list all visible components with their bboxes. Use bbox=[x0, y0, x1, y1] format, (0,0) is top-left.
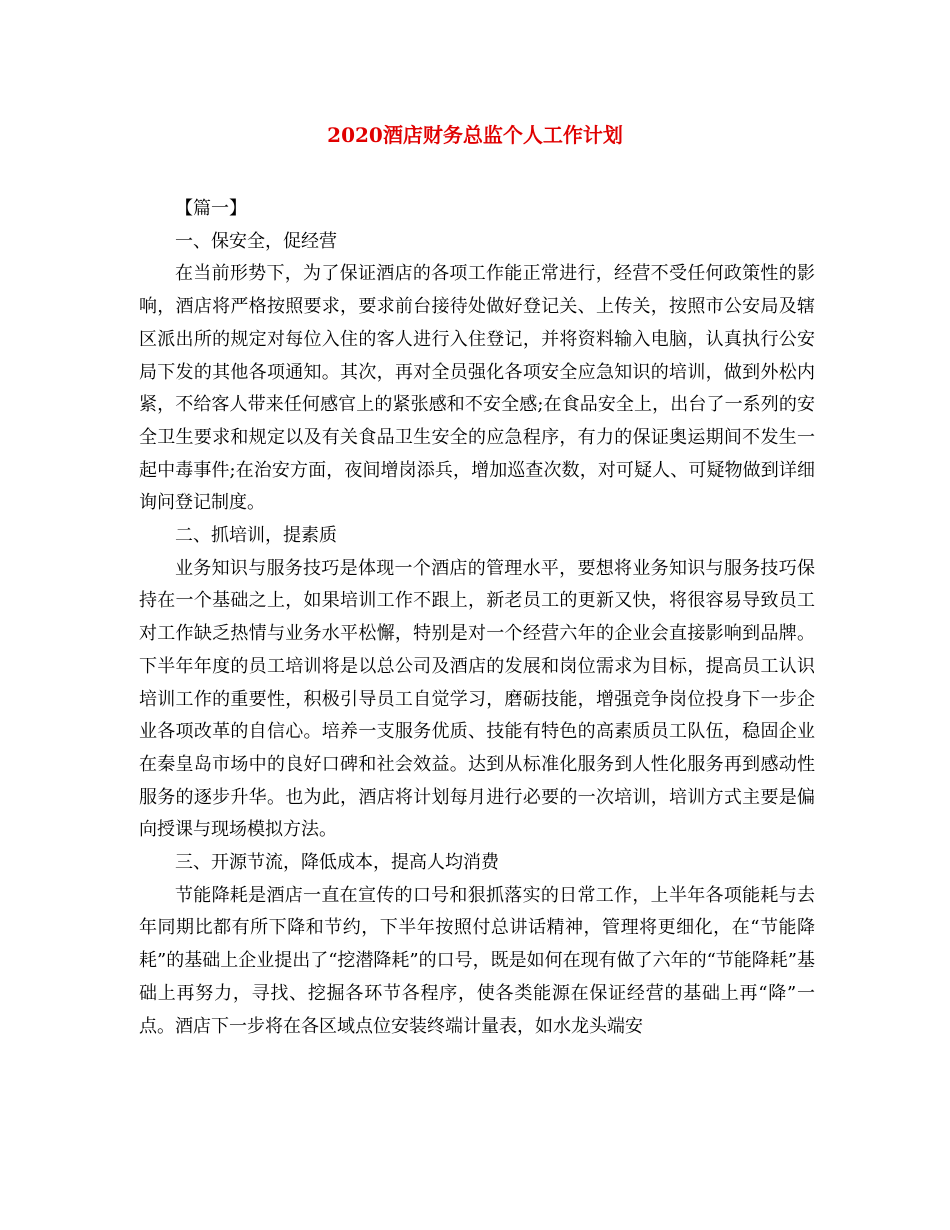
body-paragraph-3: 节能降耗是酒店一直在宣传的口号和狠抓落实的日常工作，上半年各项能耗与去年同期比都有所下降和节约，下半年按照付总讲话精神，管理将更细化，在“节能降耗”的基础上企业提出了“挖潜降耗”的口号，既是如何在现有做了六年的“节能降耗”基础上再努力，寻找、挖掘各环节各程序，使各类能源在保证经营的基础上再“降”一点。酒店下一步将在各区域点位安装终端计量表，如水龙头端安 bbox=[139, 884, 816, 1037]
section-marker: 【篇一】 bbox=[175, 198, 247, 219]
body-paragraph-2: 业务知识与服务技巧是体现一个酒店的管理水平，要想将业务知识与服务技巧保持在一个基础之上，如果培训工作不跟上，新老员工的更新又快，将很容易导致员工对工作缺乏热情与业务水平松懈，特别是对一个经营六年的企业会直接影响到品牌。下半年年度的员工培训将是以总公司及酒店的发展和岗位需求为目标，提高员工认识培训工作的重要性，积极引导员工自觉学习，磨砺技能，增强竞争岗位投身下一步企业各项改革的自信心。培养一支服务优质、技能有特色的高素质员工队伍，稳固企业在秦皇岛市场中的良好口碑和社会效益。达到从标准化服务到人性化服务再到感动性服务的逐步升华。也为此，酒店将计划每月进行必要的一次培训，培训方式主要是偏向授课与现场模拟方法。 bbox=[139, 557, 815, 841]
document-body bbox=[139, 193, 815, 1043]
section-heading-1: 一、保安全，促经营 bbox=[175, 230, 337, 252]
document-title: 2020酒店财务总监个人工作计划 bbox=[327, 123, 623, 147]
section-heading-3: 三、开源节流，降低成本，提高人均消费 bbox=[175, 852, 499, 874]
section-heading-2: 二、抓培训，提素质 bbox=[175, 525, 337, 547]
body-paragraph-1: 在当前形势下，为了保证酒店的各项工作能正常进行，经营不受任何政策性的影响，酒店将严格按照要求，要求前台接待处做好登记关、上传关，按照市公安局及辖区派出所的规定对每位入住的客人进行入住登记，并将资料输入电脑，认真执行公安局下发的其他各项通知。其次，再对全员强化各项安全应急知识的培训，做到外松内紧，不给客人带来任何感官上的紧张感和不安全感;在食品安全上，出台了一系列的安全卫生要求和规定以及有关食品卫生安全的应急程序，有力的保证奥运期间不发生一起中毒事件;在治安方面，夜间增岗添兵，增加巡查次数，对可疑人、可疑物做到详细询问登记制度。 bbox=[139, 263, 815, 514]
